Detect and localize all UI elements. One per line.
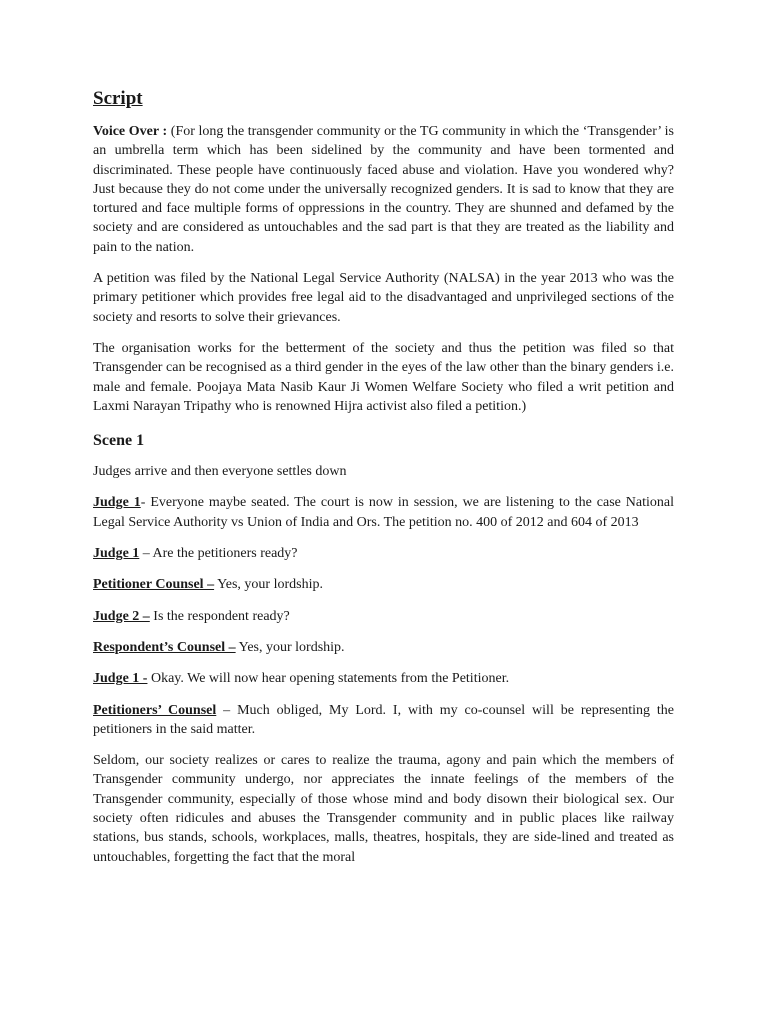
dialogue-speaker: Petitioner Counsel – [93, 577, 215, 593]
dialogue-text: Are the petitioners ready? [152, 546, 298, 562]
dialogue-text: Yes, your lordship. [217, 577, 323, 593]
organisation-paragraph: The organisation works for the betterment of the society and thus the petition was filed so that Transgender can be recognised as a third gender in the eyes of the law other than the binary genders i.e. male and female. Poojaya Mata Nasib Kaur Ji Women Welfare Society who filed a writ petition and Laxmi Narayan Tripathy who is renowned Hijra activist also filed a petition.) [93, 340, 674, 414]
dialogue-line [93, 669, 674, 688]
dialogue-line: Judge 1- Everyone maybe seated. The court is now in session, we are listening to the case National Legal Service Authority vs Union of India and Ors. The petition no. 400 of 2012 and 604 of 2013 [93, 495, 674, 530]
document-page [93, 86, 674, 879]
voice-over-text: (For long the transgender community or the TG community in which the ‘Transgender’ is an umbrella term which has been sidelined by the community and have been tormented and discriminated. These people have continuously faced abuse and violation. Have you wondered why? Just because they do not come under the universally recognized genders. It is sad to know that they are tortured and face multiple forms of oppressions in the country. They are shunned and defamed by the society and are considered as untouchables and the sad part is that they are treated as the liability and pain to the nation. [93, 124, 674, 255]
dialogue-text: Is the respondent ready? [153, 608, 290, 624]
voice-over-speaker: Voice Over : [93, 124, 168, 139]
dialogue-speaker: Judge 1 - [93, 671, 148, 687]
dialogue-line [93, 638, 674, 657]
voice-over-paragraph [93, 122, 674, 257]
dialogue-text: Yes, your lordship. [238, 639, 345, 655]
nalsa-paragraph: A petition was filed by the National Legal Service Authority (NALSA) in the year 2013 who was the primary petitioner which provides free legal aid to the disadvantaged and unprivileged sections of the society and resorts to solve their grievances. [93, 271, 674, 325]
scene-heading: Scene 1 [93, 432, 145, 450]
dialogue-line: Petitioners’ Counsel – Much obliged, My Lord. I, with my co-counsel will be representing the petitioners in the said matter. [93, 702, 675, 737]
dialogue-speaker: Judge 1 [93, 495, 141, 511]
dialogue-speaker: Judge 2 – [93, 608, 150, 624]
dialogue-line [93, 607, 674, 626]
stage-direction: Judges arrive and then everyone settles down [93, 464, 347, 480]
dialogue-text: Okay. We will now hear opening statements from the Petitioner. [150, 671, 510, 687]
dialogue-speaker: Judge 1 [93, 546, 140, 562]
dialogue-line: Judge 1 – Are the petitioners ready? [93, 546, 298, 562]
dialogue-speaker: Respondent’s Counsel – [93, 639, 236, 655]
dialogue-text: Much obliged, My Lord. I, with my co-counsel will be representing the petitioners in the said matter. [93, 702, 675, 737]
document-title: Script [93, 88, 143, 109]
dialogue-speaker: Petitioners’ Counsel [93, 702, 217, 718]
dialogue-line [93, 575, 674, 594]
closing-paragraph: Seldom, our society realizes or cares to realize the trauma, agony and pain which the members of Transgender community undergo, nor appreciates the innate feelings of the members of the Transgender community, especially of those whose mind and body disown their biological sex. Our society often ridicules and abuses the Transgender community and in public places like railway stations, bus stands, schools, workplaces, malls, theatres, hospitals, they are side-lined and treated as untouchables, forgetting the fact that the moral [93, 753, 674, 865]
dialogue-text: Everyone maybe seated. The court is now in session, we are listening to the case National Legal Service Authority vs Union of India and Ors. The petition no. 400 of 2012 and 604 of 2013 [93, 495, 674, 530]
